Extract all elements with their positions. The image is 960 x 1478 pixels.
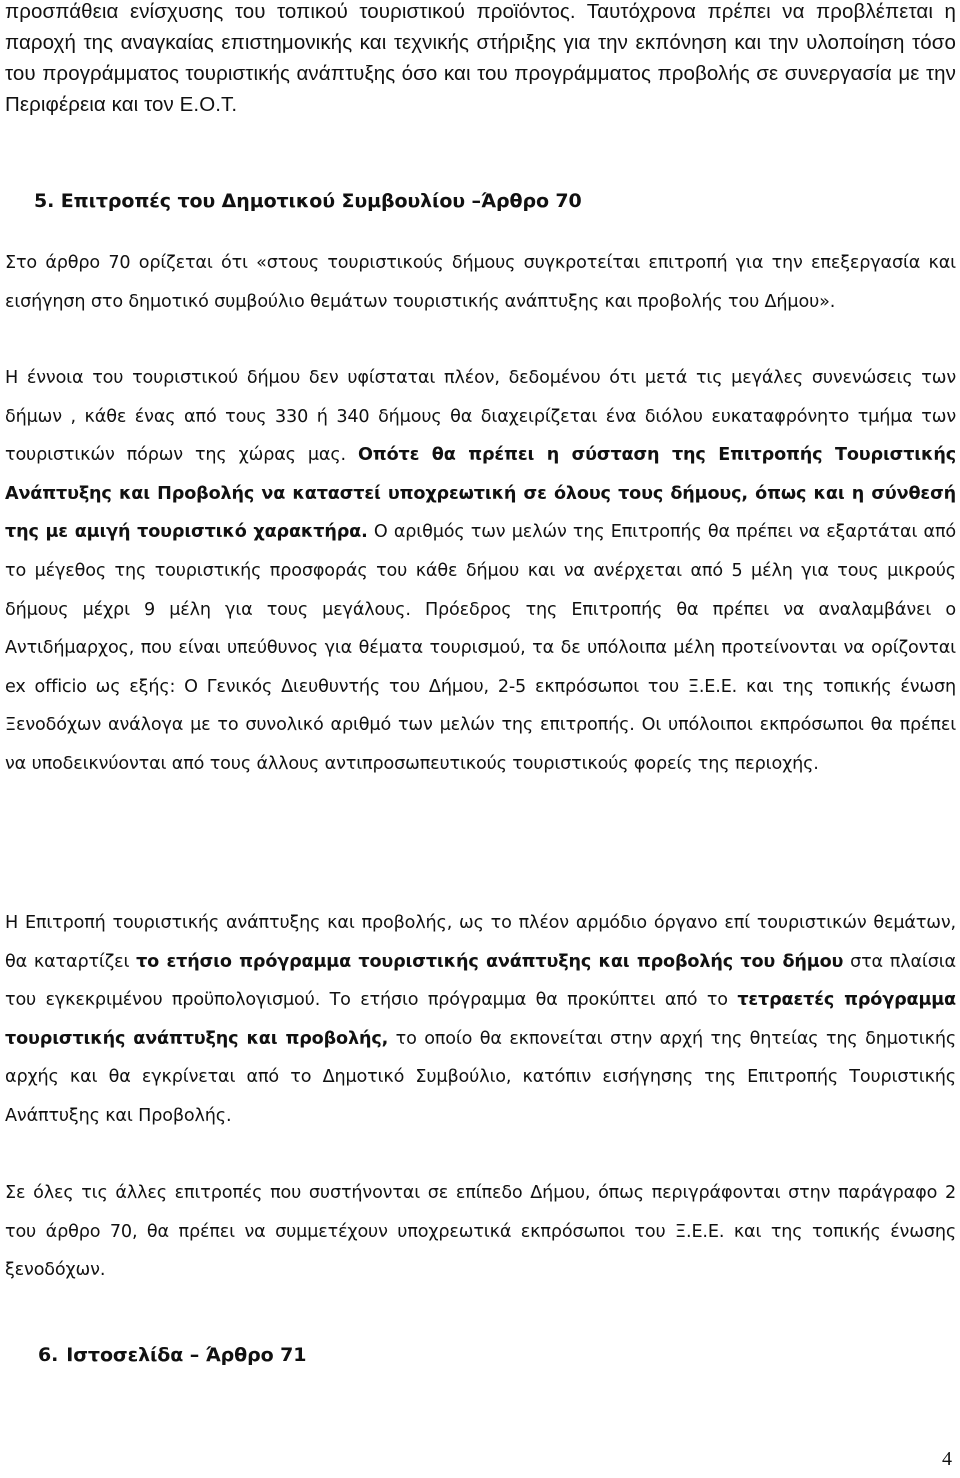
section-5-number: 5.: [34, 190, 55, 212]
section-5-paragraph-3-b: το ετήσιο πρόγραμμα τουριστικής ανάπτυξης και προβολής του δήμου: [136, 951, 844, 972]
section-5-paragraph-2: [5, 359, 956, 784]
section-5-paragraph-3-d: τετραετές πρόγραμμα τουριστικής ανάπτυξης και προβολής,: [5, 990, 956, 1049]
section-5-paragraph-2-end: Ο αριθμός των μελών της Επιτροπής θα πρέπει να εξαρτάται από το μέγεθος της τουριστικής προσφοράς του κάθε δήμου και να ανέρχεται από 5 μέλη για τους μικρούς δήμους μέχρι 9 μέλη για τους μεγάλους. Πρόεδρος της Επιτροπής θα πρέπει να αναλαμβάνει ο Αντιδήμαρχος, που είναι υπεύθυνος για θέματα τουρισμού, τα δε υπόλοιπα μέλη προτείνονται να ορίζονται ex officio ως εξής: Ο Γενικός Διευθυντής του Δήμου, 2-5 εκπρόσωποι του Ξ.Ε.Ε. και της τοπικής ένωση Ξενοδόχων ανάλογα με το συνολικό αριθμό των μελών της επιτροπής. Οι υπόλοιποι εκπρόσωποι θα πρέπει να υποδεικνύονται από τους άλλους αντιπροσωπευτικούς τουριστικούς φορείς της περιοχής.: [5, 522, 956, 774]
section-6-heading: [38, 1344, 306, 1366]
section-5-paragraph-3-e: το οποίο θα εκπονείται στην αρχή της θητείας της δημοτικής αρχής και θα εγκρίνεται από το Δημοτικό Συμβούλιο, κατόπιν εισήγησης της Επιτροπής Τουριστικής Ανάπτυξης και Προβολής.: [5, 1028, 956, 1126]
section-5-paragraph-1: Στο άρθρο 70 ορίζεται ότι «στους τουριστικούς δήμους συγκροτείται επιτροπή για την επεξεργασία και εισήγηση στο δημοτικό συμβούλιο θεμάτων τουριστικής ανάπτυξης και προβολής του Δήμου».: [5, 253, 956, 312]
section-5-paragraph-3: [5, 904, 956, 1136]
section-5-paragraph-3-a: Η Επιτροπή τουριστικής ανάπτυξης και προβολής, ως το πλέον αρμόδιο όργανο επί τουριστικών θεμάτων, θα καταρτίζει: [5, 913, 956, 972]
section-5-heading: [34, 190, 582, 212]
section-5-paragraph-4: Σε όλες τις άλλες επιτροπές που συστήνονται σε επίπεδο Δήμου, όπως περιγράφονται στην παράγραφο 2 του άρθρο 70, θα πρέπει να συμμετέχουν υποχρεωτικά εκπρόσωποι του Ξ.Ε.Ε. και της τοπικής ένωσης ξενοδόχων.: [5, 1183, 956, 1281]
section-5-paragraph-2-bold: Οπότε θα πρέπει η σύσταση της Επιτροπής Τουριστικής Ανάπτυξης και Προβολής να καταστεί υποχρεωτική σε όλους τους δήμους, όπως και η σύνθεσή της με αμιγή τουριστικό χαρακτήρα.: [5, 445, 956, 543]
section-5-paragraph-3-c: στα πλαίσια του εγκεκριμένου προϋπολογισμού. Το ετήσιο πρόγραμμα θα προκύπτει από το: [5, 951, 956, 1011]
section-6-title: Ιστοσελίδα – Άρθρο 71: [66, 1344, 307, 1366]
section-6-number: 6.: [38, 1344, 59, 1366]
page-number: 4: [942, 1448, 952, 1470]
intro-paragraph: προσπάθεια ενίσχυσης του τοπικού τουριστικού προϊόντος. Ταυτόχρονα πρέπει να προβλέπεται η παροχή της αναγκαίας επιστημονικής και τεχνικής στήριξης για την εκπόνηση και την υλοποίηση τόσο του προγράμματος τουριστικής ανάπτυξης όσο και του προγράμματος προβολής σε συνεργασία με την Περιφέρεια και τον Ε.Ο.Τ.: [5, 0, 956, 116]
section-5-title: Επιτροπές του Δημοτικού Συμβουλίου –Άρθρο 70: [60, 190, 582, 212]
section-5-paragraph-2-start: Η έννοια του τουριστικού δήμου δεν υφίσταται πλέον, δεδομένου ότι μετά τις μεγάλες συνενώσεις των δήμων , κάθε ένας από τους 330 ή 340 δήμους θα διαχειρίζεται ένα διόλου ευκαταφρόνητο τμήμα των τουριστικών πόρων της χώρας μας.: [5, 368, 956, 466]
